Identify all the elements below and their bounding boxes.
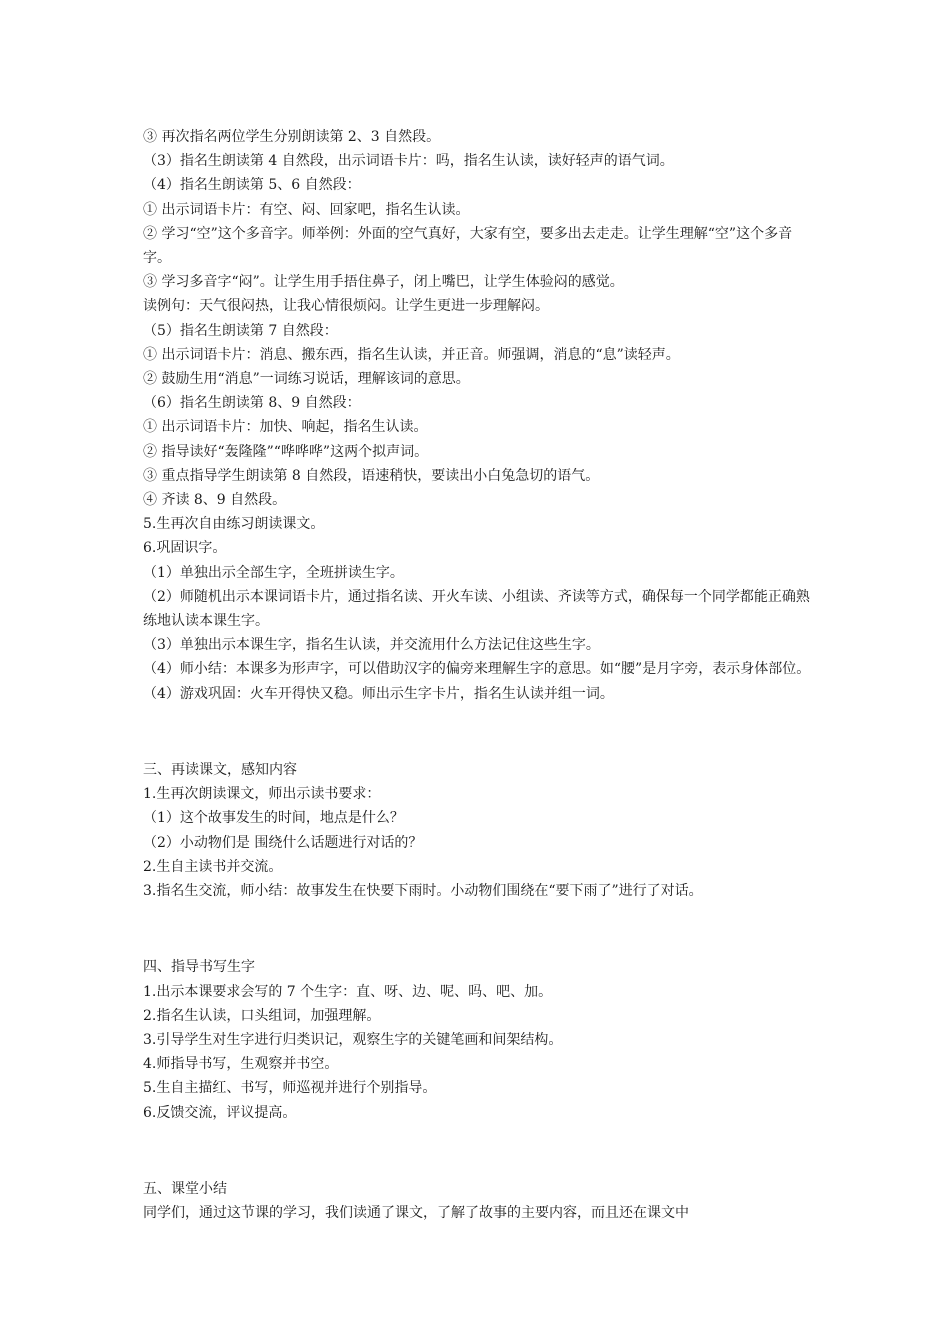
paragraph-line: 6.反馈交流，评议提高。 [143,1104,297,1121]
paragraph-line: 四、指导书写生字 [143,959,255,976]
paragraph-line: （6）指名生朗读第 8、9 自然段： [143,395,361,412]
blank-line [143,720,811,744]
paragraph-line: 6.巩固识字。 [143,540,227,557]
paragraph-line: ③ 再次指名两位学生分别朗读第 2、3 自然段。 [143,129,441,145]
paragraph-line: 2.生自主读书并交流。 [143,858,283,875]
paragraph-line: 1.出示本课要求会写的 7 个生字：直、呀、边、呢、吗、吧、加。 [143,983,553,1000]
paragraph-line: 5.生再次自由练习朗读课文。 [143,516,325,533]
paragraph-line: ② 学习“空”这个多音字。师举例：外面的空气真好，大家有空，要多出去走走。让学生理解“空”这个多音字。 [143,225,793,267]
paragraph-line: ① 出示词语卡片：消息、搬东西，指名生认读，并正音。师强调，消息的“息”读轻声。 [143,346,680,363]
paragraph-line: ① 出示词语卡片：有空、闷、回家吧，指名生认读。 [143,201,470,218]
paragraph-line: 4.师指导书写，生观察并书空。 [143,1056,339,1073]
document-body [143,125,811,1225]
paragraph-line: ② 指导读好“轰隆隆”“哗哗哗”这两个拟声词。 [143,443,429,460]
paragraph-line: （4）游戏巩固：火车开得快又稳。师出示生字卡片，指名生认读并组一词。 [143,685,614,702]
paragraph-line: （4）指名生朗读第 5、6 自然段： [143,177,361,194]
paragraph-line: 五、课堂小结 [143,1181,227,1198]
paragraph-line: 同学们，通过这节课的学习，我们读通了课文，了解了故事的主要内容，而且还在课文中 [143,1205,689,1222]
blank-line [143,1139,811,1163]
paragraph-line: （2）小动物们是 围绕什么话题进行对话的？ [143,834,423,851]
paragraph-line: 1.生再次朗读课文，师出示读书要求： [143,786,381,803]
paragraph-line: ② 鼓励生用“消息”一词练习说话，理解该词的意思。 [143,371,470,388]
paragraph-line: （1）这个故事发生的时间，地点是什么？ [143,810,404,827]
paragraph-line: 2.指名生认读，口头组词，加强理解。 [143,1007,381,1024]
paragraph-line: （3）单独出示本课生字，指名生认读，并交流用什么方法记住这些生字。 [143,637,600,654]
paragraph-line: 3.引导学生对生字进行归类识记，观察生字的关键笔画和间架结构。 [143,1032,563,1049]
paragraph-line: （5）指名生朗读第 7 自然段： [143,322,338,339]
paragraph-line: （3）指名生朗读第 4 自然段，出示词语卡片：吗，指名生认读，读好轻声的语气词。 [143,153,674,170]
paragraph-line: 5.生自主描红、书写，师巡视并进行个别指导。 [143,1080,437,1097]
paragraph-line: 三、再读课文，感知内容 [143,762,297,779]
paragraph-line: 读例句：天气很闷热，让我心情很烦闷。让学生更进一步理解闷。 [143,298,549,315]
paragraph-line: ③ 重点指导学生朗读第 8 自然段，语速稍快，要读出小白兔急切的语气。 [143,467,600,484]
paragraph-line: （4）师小结：本课多为形声字，可以借助汉字的偏旁来理解生字的意思。如“腰”是月字旁，表示身体部位。 [143,661,811,678]
paragraph-line: 3.指名生交流，师小结：故事发生在快要下雨时。小动物们围绕在“要下雨了”进行了对话。 [143,883,703,900]
paragraph-line: ① 出示词语卡片：加快、响起，指名生认读。 [143,419,428,436]
paragraph-line: ④ 齐读 8、9 自然段。 [143,492,287,509]
blank-line [143,917,811,941]
paragraph-line: ③ 学习多音字“闷”。让学生用手捂住鼻子，闭上嘴巴，让学生体验闷的感觉。 [143,274,624,291]
paragraph-line: （2）师随机出示本课词语卡片，通过指名读、开火车读、小组读、齐读等方式，确保每一个同学都能正确熟练地认读本课生字。 [143,588,810,630]
paragraph-line: （1）单独出示全部生字，全班拼读生字。 [143,564,404,581]
